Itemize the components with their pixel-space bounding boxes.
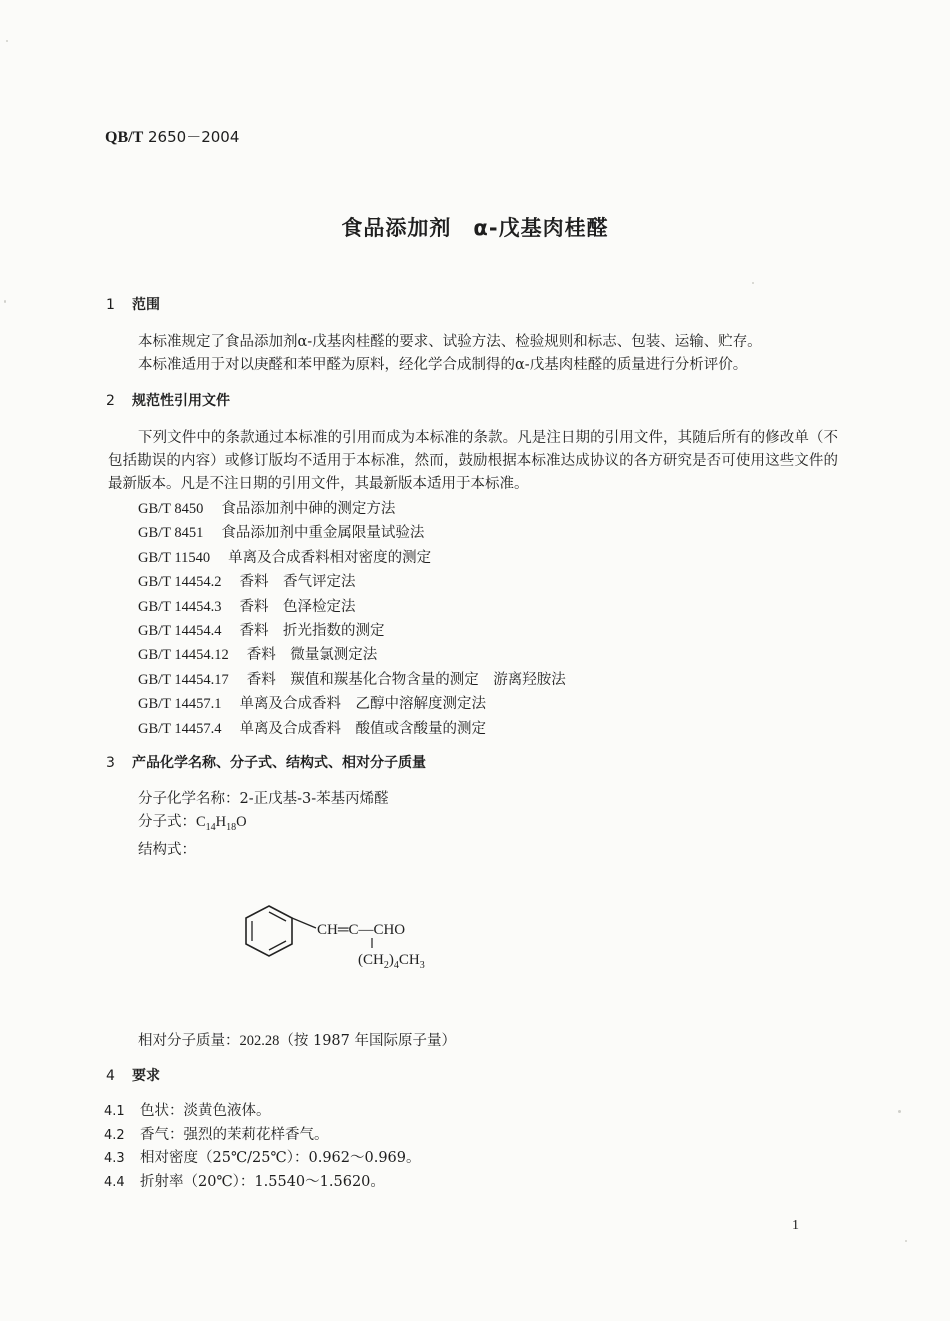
scan-speck <box>905 1240 907 1242</box>
mass-note: （按 1987 年国际原子量） <box>279 1033 456 1049</box>
chemical-info <box>138 788 389 862</box>
section-title: 要求 <box>132 1068 160 1084</box>
mass-label: 相对分子质量： <box>138 1033 240 1049</box>
scan-speck <box>898 1110 901 1113</box>
branch-sub: 4 <box>393 960 399 971</box>
reference-title: 单离及合成香料 酸值或含酸量的测定 <box>239 720 487 737</box>
section-title: 范围 <box>132 297 160 313</box>
reference-code: GB/T 11540 <box>138 549 211 566</box>
section-title: 产品化学名称、分子式、结构式、相对分子质量 <box>132 755 426 771</box>
reference-title: 香料 色泽检定法 <box>239 598 356 615</box>
standard-code <box>105 126 239 147</box>
requirement-item <box>104 1100 421 1124</box>
requirement-number: 4.1 <box>104 1104 125 1119</box>
formula-label: 分子式： <box>138 814 196 830</box>
requirement-label: 色状： <box>140 1103 184 1119</box>
requirement-item <box>104 1171 421 1195</box>
reference-item <box>138 643 566 667</box>
formula-c: C <box>196 814 206 830</box>
structural-formula <box>242 898 462 982</box>
scan-speck <box>4 300 6 303</box>
reference-item <box>138 619 566 643</box>
requirement-value: 0.962～0.969。 <box>308 1150 421 1166</box>
section-number: 1 <box>106 297 115 313</box>
section-number: 3 <box>106 755 115 771</box>
branch-sub: 3 <box>419 960 425 971</box>
section-title: 规范性引用文件 <box>132 393 230 409</box>
branch-sub: 2 <box>383 960 389 971</box>
page-number: 1 <box>792 1218 799 1233</box>
reference-item <box>138 570 566 594</box>
formula-h: H <box>215 814 227 830</box>
paragraph: 下列文件中的条款通过本标准的引用而成为本标准的条款。凡是注日期的引用文件，其随后所有的修改单（不包括勘误的内容）或修订版均不适用于本标准，然而，鼓励根据本标准达成协议的各方研究是否可使用这些文件的最新版本。凡是不注日期的引用文件，其最新版本适用于本标准。 <box>108 430 838 492</box>
reference-item <box>138 717 566 741</box>
paragraph: 本标准规定了食品添加剂α-戊基肉桂醛的要求、试验方法、检验规则和标志、包装、运输、贮存。 <box>138 334 762 350</box>
molecular-formula <box>196 814 247 833</box>
reference-title: 香料 羰值和羰基化合物含量的测定 游离羟胺法 <box>246 671 566 688</box>
reference-title: 香料 微量氯测定法 <box>246 647 378 664</box>
reference-title: 单离及合成香料 乙醇中溶解度测定法 <box>239 696 487 713</box>
molecular-mass-line <box>138 1029 456 1050</box>
reference-item <box>138 668 566 692</box>
reference-item <box>138 497 566 521</box>
reference-title: 食品添加剂中砷的测定方法 <box>221 501 396 517</box>
scan-speck <box>752 282 754 284</box>
paragraph: 本标准适用于对以庚醛和苯甲醛为原料，经化学合成制得的α-戊基肉桂醛的质量进行分析评价。 <box>138 357 748 373</box>
chemical-name: 2-正戊基-3-苯基丙烯醛 <box>239 791 389 807</box>
reference-list <box>138 497 566 741</box>
reference-title: 香料 香气评定法 <box>239 574 356 591</box>
requirement-value: 1.5540～1.5620。 <box>254 1173 385 1190</box>
reference-code: GB/T 14457.1 <box>138 696 222 713</box>
reference-code: GB/T 8451 <box>138 525 204 542</box>
reference-item <box>138 595 566 619</box>
structure-label: 结构式： <box>138 841 196 858</box>
requirement-label: 相对密度（25℃/25℃）： <box>140 1150 309 1166</box>
scan-speck <box>6 40 8 42</box>
section-number: 4 <box>106 1068 115 1084</box>
requirement-item <box>104 1124 421 1148</box>
requirements-list <box>104 1100 421 1194</box>
standard-code-prefix: QB/T <box>105 129 144 146</box>
reference-title: 食品添加剂中重金属限量试验法 <box>221 525 425 542</box>
section-2-body <box>108 427 838 496</box>
branch-part: CH <box>398 952 420 968</box>
branch-part: (CH <box>358 952 384 968</box>
reference-code: GB/T 14454.12 <box>138 647 229 664</box>
reference-code: GB/T 14457.4 <box>138 720 222 737</box>
section-number: 2 <box>106 393 115 409</box>
ring-chain-bond <box>292 918 316 928</box>
standard-code-number: 2650－2004 <box>148 128 240 146</box>
reference-code: GB/T 14454.2 <box>138 574 222 591</box>
requirement-value: 强烈的茉莉花样香气。 <box>183 1126 329 1143</box>
reference-title: 香料 折光指数的测定 <box>239 623 385 640</box>
branch-part: ) <box>388 952 394 968</box>
section-heading-4 <box>106 1065 160 1085</box>
reference-code: GB/T 14454.3 <box>138 598 222 615</box>
section-heading-3 <box>106 752 426 772</box>
benzene-ring <box>246 906 292 956</box>
mass-value: 202.28 <box>239 1033 280 1049</box>
chemical-name-line <box>138 788 389 811</box>
requirement-item <box>104 1147 421 1171</box>
requirement-value: 淡黄色液体。 <box>183 1103 271 1119</box>
formula-h-sub: 18 <box>226 821 237 833</box>
reference-code: GB/T 14454.17 <box>138 671 229 688</box>
chemical-name-label: 分子化学名称： <box>138 791 240 807</box>
section-1-body <box>108 331 838 377</box>
reference-code: GB/T 14454.4 <box>138 623 222 640</box>
formula-line <box>138 811 389 839</box>
requirement-label: 香气： <box>140 1126 184 1143</box>
requirement-number: 4.3 <box>104 1151 125 1166</box>
section-heading-2 <box>106 390 230 410</box>
structure-svg <box>242 898 462 978</box>
reference-item <box>138 546 566 570</box>
chain-branch <box>358 952 425 971</box>
requirement-number: 4.4 <box>104 1174 125 1190</box>
reference-item <box>138 692 566 716</box>
requirement-label: 折射率（20℃）： <box>140 1173 255 1190</box>
formula-o: O <box>236 814 247 830</box>
requirement-number: 4.2 <box>104 1127 125 1143</box>
formula-c-sub: 14 <box>205 821 216 833</box>
reference-item <box>138 521 566 545</box>
page-title: 食品添加剂 α-戊基肉桂醛 <box>341 216 609 240</box>
chain-top: CH═C—CHO <box>317 922 406 938</box>
section-heading-1 <box>106 294 160 314</box>
reference-code: GB/T 8450 <box>138 501 204 517</box>
reference-title: 单离及合成香料相对密度的测定 <box>228 549 432 566</box>
